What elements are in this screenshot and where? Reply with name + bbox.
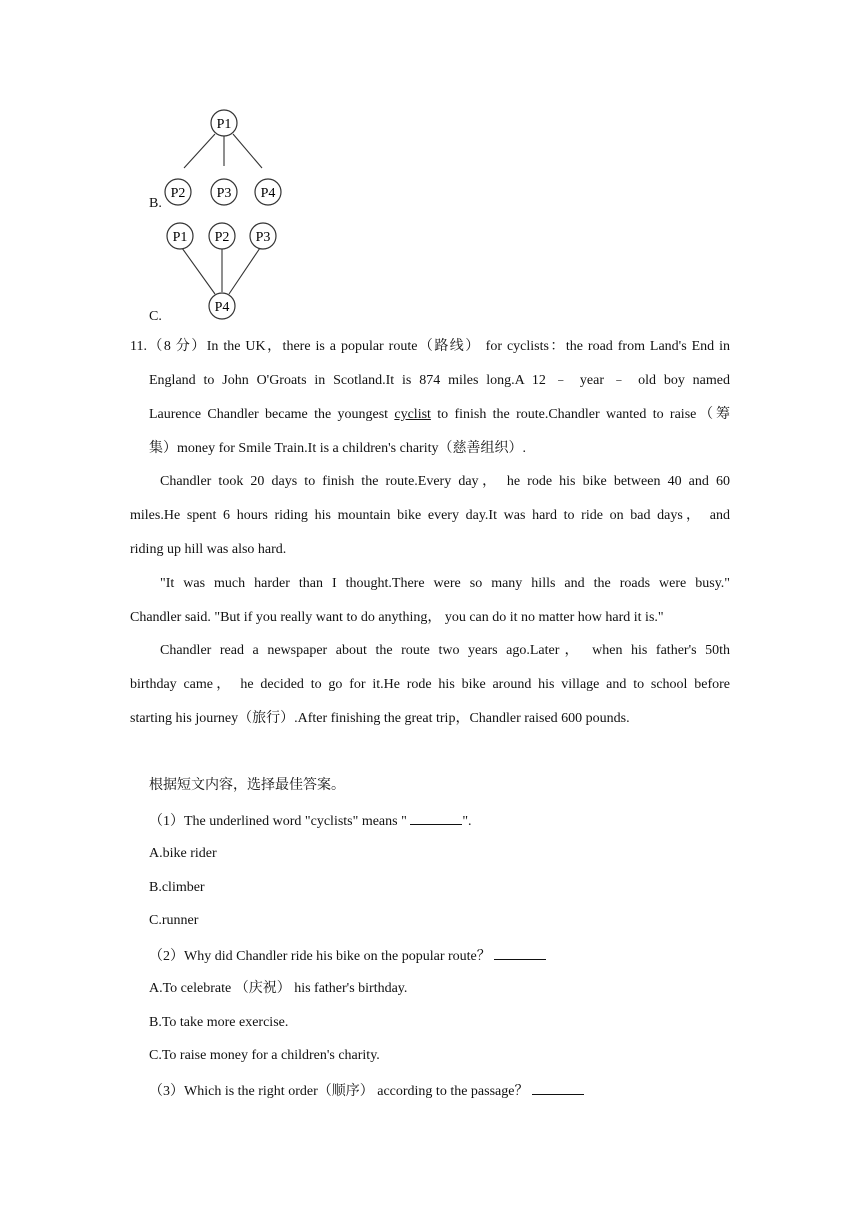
node-p1 bbox=[211, 110, 237, 136]
paragraph-2-line-1: Chandler took 20 days to finish the route.Every day， he rode his bike between 40 and 60 bbox=[160, 474, 730, 489]
q1-option-c[interactable]: C.runner bbox=[149, 913, 199, 928]
svg-text:P1: P1 bbox=[172, 230, 188, 245]
tree-diagram-c bbox=[160, 218, 290, 322]
instruction: 根据短文内容，选择最佳答案。 bbox=[149, 778, 345, 793]
answer-blank[interactable] bbox=[494, 945, 546, 960]
question-text: （2）Why did Chandler ride his bike on the popular route？ bbox=[149, 949, 495, 964]
node-p1 bbox=[167, 223, 193, 249]
sub-question-2 bbox=[149, 945, 546, 967]
q2-option-a[interactable]: A.To celebrate （庆祝） his father's birthday. bbox=[149, 981, 408, 996]
paragraph-3-line-1: "It was much harder than I thought.There were so many hills and the roads were busy." bbox=[160, 576, 730, 591]
underlined-word: cyclist bbox=[394, 407, 431, 422]
svg-text:P3: P3 bbox=[255, 230, 271, 245]
node-p4 bbox=[209, 293, 235, 319]
paragraph-4-line-1: Chandler read a newspaper about the route two years ago.Later， when his father's 50th bbox=[160, 643, 730, 658]
node-p2 bbox=[209, 223, 235, 249]
question-header-line-2: England to John O'Groats in Scotland.It is 874 miles long.A 12 ﹣ year ﹣ old boy named bbox=[149, 373, 730, 388]
svg-text:P2: P2 bbox=[170, 186, 186, 201]
question-text: （3）Which is the right order（顺序） according to the passage？ bbox=[149, 1084, 532, 1099]
question-text: （1）The underlined word "cyclists" means " bbox=[149, 814, 411, 829]
paragraph-3-line-2: Chandler said. "But if you really want to do anything， you can do it no matter how hard it is." bbox=[130, 610, 664, 625]
question-text: ". bbox=[462, 814, 472, 829]
header-text: to finish the route.Chandler wanted to raise（筹 bbox=[430, 407, 730, 422]
svg-text:P2: P2 bbox=[214, 230, 230, 245]
svg-text:P3: P3 bbox=[216, 186, 232, 201]
tree-diagram-b bbox=[160, 106, 290, 212]
answer-blank[interactable] bbox=[410, 810, 462, 825]
question-header-line-1: 11.（8 分）In the UK，there is a popular route（路线） for cyclists：the road from Land's End in bbox=[130, 339, 730, 354]
node-p2 bbox=[165, 179, 191, 205]
paragraph-2-line-3: riding up hill was also hard. bbox=[130, 542, 287, 557]
q2-option-c[interactable]: C.To raise money for a children's charity. bbox=[149, 1048, 380, 1063]
q2-option-b[interactable]: B.To take more exercise. bbox=[149, 1015, 289, 1030]
svg-text:P4: P4 bbox=[214, 300, 230, 315]
q1-option-b[interactable]: B.climber bbox=[149, 880, 205, 895]
paragraph-2-line-2: miles.He spent 6 hours riding his mountain bike every day.It was hard to ride on bad days， and bbox=[130, 508, 730, 523]
option-letter-b: B. bbox=[149, 196, 162, 211]
question-header-line-3 bbox=[149, 405, 730, 425]
paragraph-4-line-2: birthday came， he decided to go for it.He rode his bike around his village and to school before bbox=[130, 677, 730, 692]
header-text: Laurence Chandler became the youngest bbox=[149, 407, 395, 422]
question-header-line-4: 集）money for Smile Train.It is a children's charity（慈善组织）. bbox=[149, 441, 526, 456]
svg-text:P1: P1 bbox=[216, 117, 232, 132]
node-p3 bbox=[250, 223, 276, 249]
node-p4 bbox=[255, 179, 281, 205]
option-letter-c: C. bbox=[149, 309, 162, 324]
q1-option-a[interactable]: A.bike rider bbox=[149, 846, 217, 861]
answer-blank[interactable] bbox=[532, 1080, 584, 1095]
node-p3 bbox=[211, 179, 237, 205]
svg-text:P4: P4 bbox=[260, 186, 276, 201]
sub-question-3 bbox=[149, 1080, 584, 1102]
paragraph-4-line-3: starting his journey（旅行）.After finishing the great trip，Chandler raised 600 pounds. bbox=[130, 711, 630, 726]
sub-question-1 bbox=[149, 810, 472, 832]
